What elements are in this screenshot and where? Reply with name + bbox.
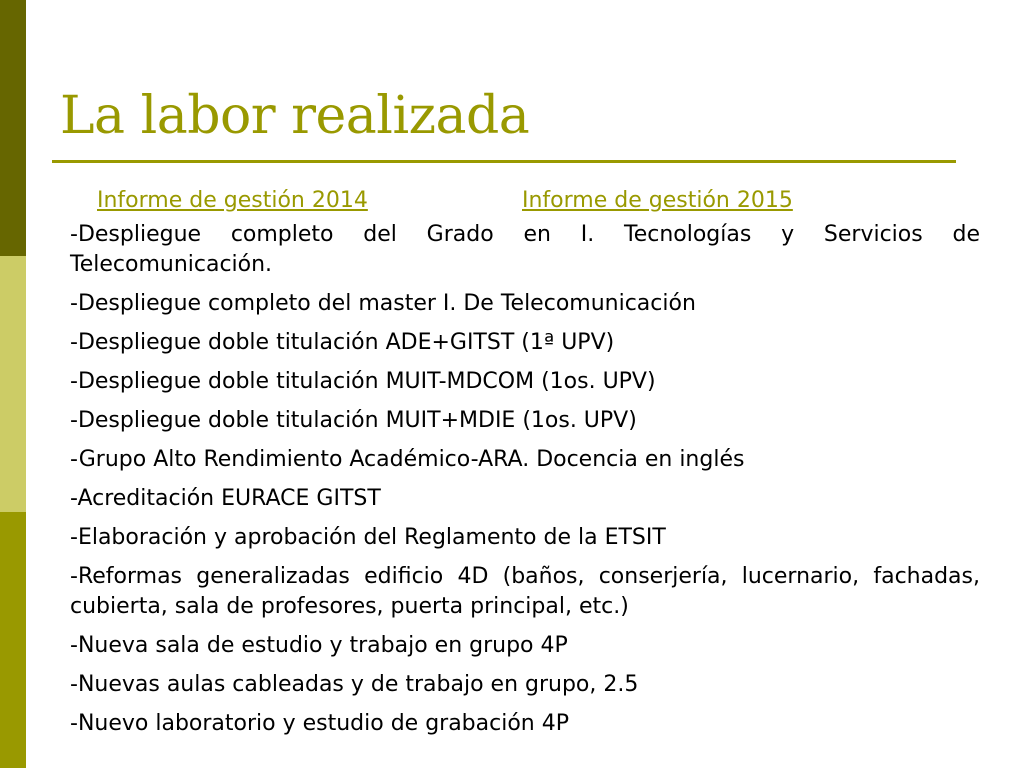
list-item: -Nueva sala de estudio y trabajo en grupo 4P xyxy=(70,633,568,658)
list-item: -Nuevo laboratorio y estudio de grabación 4P xyxy=(70,711,569,736)
list-item: -Elaboración y aprobación del Reglamento de la ETSIT xyxy=(70,525,666,550)
informe-2015-link[interactable]: Informe de gestión 2015 xyxy=(522,188,793,213)
achievements-list xyxy=(70,220,980,748)
list-item: -Grupo Alto Rendimiento Académico-ARA. Docencia en inglés xyxy=(70,447,745,472)
side-bar-olive-segment xyxy=(0,512,26,768)
list-item: -Despliegue completo del Grado en I. Tecnologías y Servicios de Telecomunicación. xyxy=(70,222,980,277)
side-bar-light-segment xyxy=(0,256,26,512)
side-bar-dark-segment xyxy=(0,0,26,256)
informe-2014-link[interactable]: Informe de gestión 2014 xyxy=(97,188,368,213)
list-item: -Nuevas aulas cableadas y de trabajo en grupo, 2.5 xyxy=(70,672,639,697)
slide-title: La labor realizada xyxy=(60,86,530,146)
title-underline-divider xyxy=(52,160,956,163)
list-item: -Despliegue doble titulación MUIT-MDCOM (1os. UPV) xyxy=(70,369,656,394)
list-item: -Despliegue doble titulación MUIT+MDIE (1os. UPV) xyxy=(70,408,637,433)
list-item: -Despliegue completo del master I. De Telecomunicación xyxy=(70,291,696,316)
list-item: -Reformas generalizadas edificio 4D (baños, conserjería, lucernario, fachadas, cubierta, sala de profesores, puerta principal, etc.) xyxy=(70,564,980,619)
list-item: -Despliegue doble titulación ADE+GITST (1ª UPV) xyxy=(70,330,615,355)
list-item: -Acreditación EURACE GITST xyxy=(70,486,381,511)
